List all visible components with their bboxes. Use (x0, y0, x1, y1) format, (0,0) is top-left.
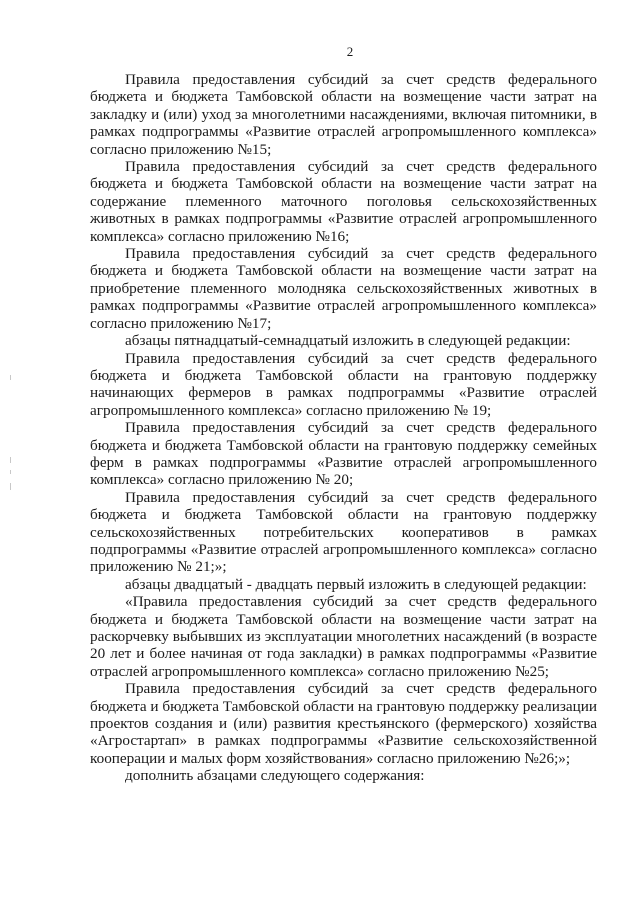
scan-margin-marks (10, 375, 14, 495)
margin-mark (10, 457, 11, 463)
paragraph-amend-20-21: абзацы двадцатый - двадцать первый изложить в следующей редакции: (125, 575, 587, 593)
paragraph-appendix-19: Правила предоставления субсидий за счет средств федерального бюджета и бюджета Тамбовской области на грантовую поддержку начинающих фермеров в рамках подпрограммы «Развитие отраслей агропромышленного комплекса» согласно приложению № 19; (90, 349, 597, 419)
margin-mark (10, 375, 11, 380)
paragraph-appendix-20: Правила предоставления субсидий за счет средств федерального бюджета и бюджета Тамбовской области на грантовую поддержку семейных ферм в рамках подпрограммы «Развитие отраслей агропромышленного комплекса» согласно приложению № 20; (90, 419, 597, 489)
paragraph-amend-15-17: абзацы пятнадцатый-семнадцатый изложить в следующей редакции: (125, 332, 571, 350)
paragraph-appendix-21: Правила предоставления субсидий за счет средств федерального бюджета и бюджета Тамбовской области на грантовую поддержку сельскохозяйственных потребительских кооперативов в рамках подпрограммы «Развитие отраслей агропромышленного комплекса» согласно приложению № 21;»; (90, 488, 597, 576)
margin-mark (10, 470, 11, 474)
paragraph-add-paragraphs: дополнить абзацами следующего содержания: (125, 767, 425, 785)
paragraph-appendix-26: Правила предоставления субсидий за счет средств федерального бюджета и бюджета Тамбовской области на грантовую поддержку реализации проектов создания и (или) развития крестьянского (фермерского) хозяйства «Агростартап» в рамках подпрограммы «Развитие сельскохозяйственной кооперации и малых форм хозяйствования» согласно приложению №26;»; (90, 680, 597, 767)
document-body (90, 71, 597, 785)
paragraph-appendix-17: Правила предоставления субсидий за счет средств федерального бюджета и бюджета Тамбовской области на возмещение части затрат на приобретение племенного молодняка сельскохозяйственных животных в рамках подпрограммы «Развитие отраслей агропромышленного комплекса» согласно приложению №17; (90, 245, 597, 332)
paragraph-appendix-25: «Правила предоставления субсидий за счет средств федерального бюджета и бюджета Тамбовской области на возмещение части затрат на раскорчевку выбывших из эксплуатации многолетних насаждений (в возрасте 20 лет и более начиная от года закладки) в рамках подпрограммы «Развитие отраслей агропромышленного комплекса» согласно приложению №25; (90, 593, 597, 680)
margin-mark (10, 483, 11, 490)
paragraph-appendix-16: Правила предоставления субсидий за счет средств федерального бюджета и бюджета Тамбовской области на возмещение части затрат на содержание племенного маточного поголовья сельскохозяйственных животных в рамках подпрограммы «Развитие отраслей агропромышленного комплекса» согласно приложению №16; (90, 158, 597, 245)
page-number: 2 (346, 44, 354, 59)
paragraph-appendix-15: Правила предоставления субсидий за счет средств федерального бюджета и бюджета Тамбовской области на возмещение части затрат на закладку и (или) уход за многолетними насаждениями, включая питомники, в рамках подпрограммы «Развитие отраслей агропромышленного комплекса» согласно приложению №15; (90, 71, 597, 158)
